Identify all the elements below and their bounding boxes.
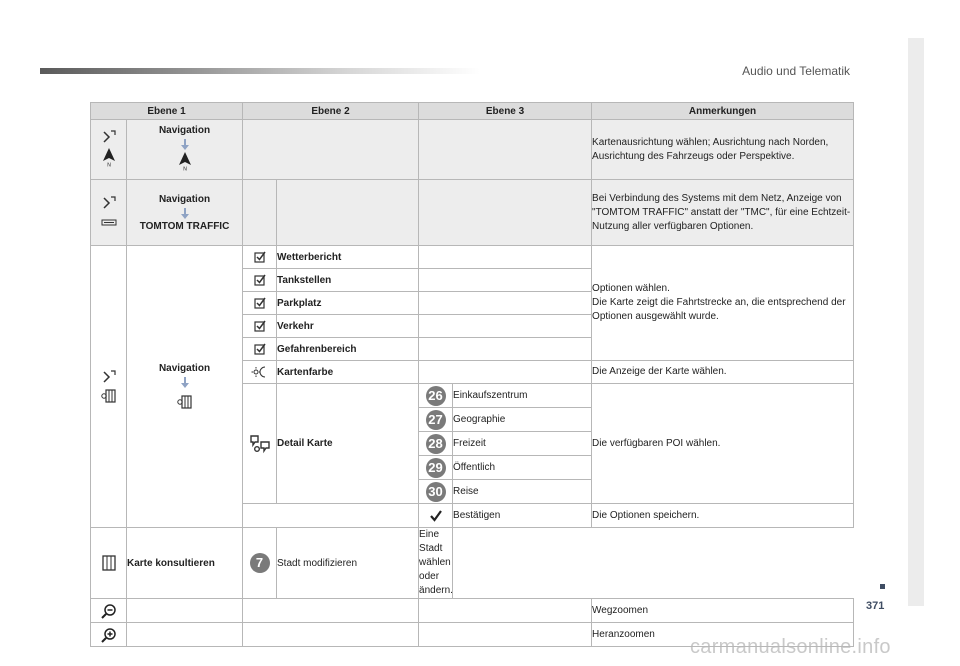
empty-cell: [419, 599, 592, 623]
empty-cell: [277, 180, 419, 246]
icon-cell: [243, 361, 277, 384]
empty-cell: [243, 504, 419, 528]
zoom-out-icon: [100, 602, 118, 620]
poi-label: Öffentlich: [453, 456, 592, 480]
map-orientation-icon: [100, 195, 118, 213]
poi-number-badge: 27: [426, 410, 446, 430]
option-label: Gefahrenbereich: [277, 338, 419, 361]
empty-cell: [243, 180, 277, 246]
check-cell: [419, 504, 453, 528]
kartenfarbe-label: Kartenfarbe: [277, 361, 419, 384]
map-settings-icon: [100, 387, 118, 405]
down-arrow-icon: [180, 208, 190, 220]
empty-cell: [419, 246, 592, 269]
empty-cell: [419, 120, 592, 180]
checkbox-cell: [243, 246, 277, 269]
empty-cell: [127, 599, 243, 623]
poi-label: Geographie: [453, 408, 592, 432]
option-label: Wetterbericht: [277, 246, 419, 269]
empty-cell: [419, 361, 592, 384]
poi-label: Reise: [453, 480, 592, 504]
nav-label: Navigation: [158, 193, 211, 205]
konsultieren-label: Karte konsultieren: [127, 528, 243, 599]
poi-label: Einkaufszentrum: [453, 384, 592, 408]
section-title: Audio und Telematik: [742, 64, 850, 78]
header-ebene-2: Ebene 2: [243, 103, 419, 120]
number-badge: 7: [250, 553, 270, 573]
badge-cell: [419, 384, 453, 408]
empty-cell: [419, 292, 592, 315]
badge-cell: [243, 528, 277, 599]
svg-text:N: N: [182, 166, 187, 171]
poi-number-badge: 30: [426, 482, 446, 502]
table-row: [91, 120, 854, 180]
empty-cell: [419, 315, 592, 338]
level2-cell: [127, 120, 243, 180]
header-anmerkungen: Anmerkungen: [592, 103, 854, 120]
table-row: [91, 623, 854, 647]
poi-number-badge: 29: [426, 458, 446, 478]
poi-number-badge: 26: [426, 386, 446, 406]
checkbox-icon: [251, 340, 269, 358]
map-book-icon: [100, 554, 118, 572]
empty-cell: [243, 623, 419, 647]
page-number: 371: [866, 600, 885, 612]
empty-cell: [127, 623, 243, 647]
page-marker: [880, 584, 885, 589]
tomtom-traffic-label: TOMTOM TRAFFIC: [139, 220, 230, 232]
comment-cell: Die Anzeige der Karte wählen.: [592, 361, 854, 384]
poi-number-badge: 28: [426, 434, 446, 454]
icon-cell: [243, 384, 277, 504]
nav-label: Navigation: [158, 125, 211, 136]
comment-cell: Optionen wählen. Die Karte zeigt die Fahrtstrecke an, die entsprechend der Optionen ausgewählt wurde.: [592, 246, 854, 361]
comment-cell: Heranzoomen: [592, 623, 854, 647]
table-row: [91, 528, 854, 599]
traffic-icon: [100, 213, 118, 231]
badge-cell: [419, 432, 453, 456]
badge-cell: [419, 408, 453, 432]
level1-cell: [91, 246, 127, 528]
checkbox-icon: [251, 271, 269, 289]
table-header-row: [91, 103, 854, 120]
level1-cell: [91, 120, 127, 180]
poi-label: Freizeit: [453, 432, 592, 456]
header-ebene-1: Ebene 1: [91, 103, 243, 120]
detail-karte-label: Detail Karte: [277, 384, 419, 504]
icon-cell: [91, 599, 127, 623]
down-arrow-icon: [180, 377, 190, 389]
empty-cell: [243, 599, 419, 623]
checkbox-cell: [243, 269, 277, 292]
confirm-label: Bestätigen: [453, 504, 592, 528]
header-ebene-3: Ebene 3: [419, 103, 592, 120]
checkbox-cell: [243, 338, 277, 361]
down-arrow-icon: [180, 139, 190, 151]
level2-cell: [127, 180, 243, 246]
icon-cell: [91, 528, 127, 599]
badge-cell: [419, 456, 453, 480]
north-arrow-icon: [177, 151, 193, 171]
level3-label: Stadt modifizieren: [277, 528, 419, 599]
table-row: [91, 599, 854, 623]
comment-cell: Bei Verbindung des Systems mit dem Netz, Anzeige von "TOMTOM TRAFFIC" anstatt der "TMC", für eine Echtzeit-Nutzung aller verfügbaren Optionen.: [592, 180, 854, 246]
north-arrow-icon: [101, 147, 117, 167]
header-gradient-bar: [40, 68, 480, 74]
comment-cell: Kartenausrichtung wählen; Ausrichtung nach Norden, Ausrichtung des Fahrzeugs oder Perspektive.: [592, 120, 854, 180]
comment-cell: Die verfügbaren POI wählen.: [592, 384, 854, 504]
menu-table: [90, 102, 854, 647]
table-row: [91, 180, 854, 246]
side-strip: [908, 38, 924, 606]
icon-cell: [91, 623, 127, 647]
poi-detail-icon: [249, 433, 271, 455]
empty-cell: [419, 338, 592, 361]
badge-cell: [419, 480, 453, 504]
table-row: [91, 246, 854, 269]
checkbox-cell: [243, 292, 277, 315]
checkbox-cell: [243, 315, 277, 338]
empty-cell: [419, 623, 592, 647]
checkbox-icon: [251, 248, 269, 266]
option-label: Tankstellen: [277, 269, 419, 292]
svg-text:N: N: [106, 162, 111, 167]
level2-cell: [127, 246, 243, 528]
map-orientation-icon: [100, 369, 118, 387]
zoom-in-icon: [100, 626, 118, 644]
day-night-icon: [251, 363, 269, 381]
empty-cell: [419, 180, 592, 246]
level1-cell: [91, 180, 127, 246]
empty-cell: [243, 120, 419, 180]
map-settings-icon: [176, 393, 194, 411]
checkmark-icon: [427, 507, 445, 525]
comment-cell: Eine Stadt wählen oder ändern.: [419, 528, 453, 599]
option-label: Verkehr: [277, 315, 419, 338]
empty-cell: [419, 269, 592, 292]
nav-label: Navigation: [158, 363, 211, 374]
comment-cell: Die Optionen speichern.: [592, 504, 854, 528]
comment-cell: Wegzoomen: [592, 599, 854, 623]
watermark: carmanualsonline.info: [690, 636, 891, 658]
checkbox-icon: [251, 294, 269, 312]
checkbox-icon: [251, 317, 269, 335]
option-label: Parkplatz: [277, 292, 419, 315]
map-orientation-icon: [100, 129, 118, 147]
